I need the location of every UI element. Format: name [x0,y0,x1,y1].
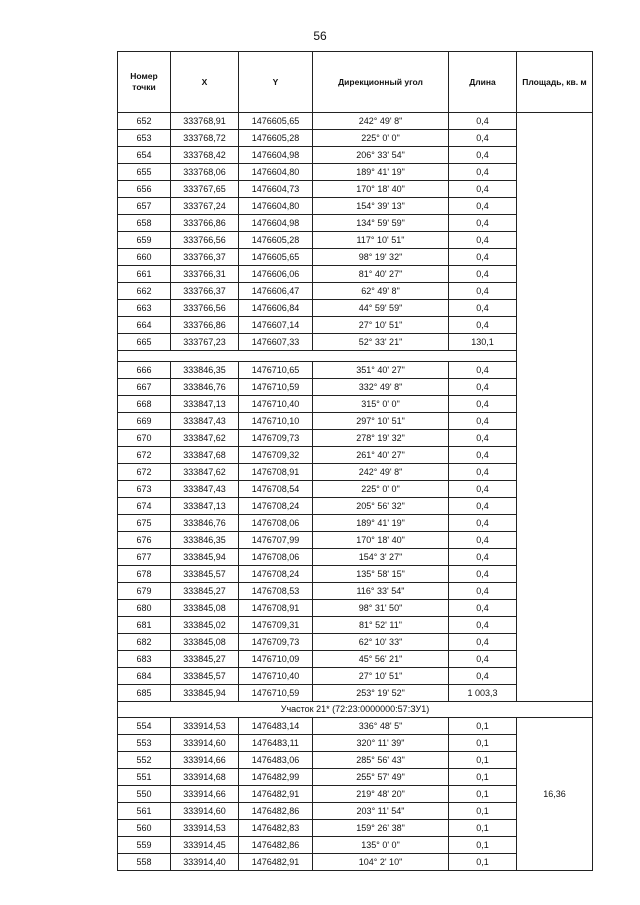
x-cell: 333914,60 [171,735,239,752]
bearing-cell: 351° 40' 27" [313,362,449,379]
x-cell: 333766,86 [171,317,239,334]
length-cell: 0,1 [449,718,517,735]
x-cell: 333766,37 [171,249,239,266]
y-cell: 1476709,31 [239,617,313,634]
y-cell: 1476482,91 [239,786,313,803]
point-number-cell: 657 [118,198,171,215]
bearing-cell: 242° 49' 8" [313,113,449,130]
y-cell: 1476482,86 [239,803,313,820]
length-cell: 0,4 [449,532,517,549]
y-cell: 1476709,73 [239,634,313,651]
length-cell: 0,4 [449,668,517,685]
length-cell: 0,4 [449,300,517,317]
point-number-cell: 683 [118,651,171,668]
point-number-cell: 660 [118,249,171,266]
x-cell: 333768,72 [171,130,239,147]
x-cell: 333914,66 [171,752,239,769]
length-cell: 0,1 [449,854,517,871]
length-cell: 0,4 [449,266,517,283]
length-cell: 0,4 [449,147,517,164]
y-cell: 1476482,99 [239,769,313,786]
bearing-cell: 135° 58' 15" [313,566,449,583]
y-cell: 1476710,40 [239,668,313,685]
bearing-cell: 225° 0' 0" [313,130,449,147]
point-number-cell: 679 [118,583,171,600]
length-cell: 0,4 [449,362,517,379]
bearing-cell: 134° 59' 59" [313,215,449,232]
y-cell: 1476605,65 [239,113,313,130]
bearing-cell: 44° 59' 59" [313,300,449,317]
length-cell: 0,1 [449,769,517,786]
bearing-cell: 27° 10' 51" [313,317,449,334]
x-cell: 333847,43 [171,481,239,498]
x-cell: 333914,60 [171,803,239,820]
bearing-cell: 81° 40' 27" [313,266,449,283]
bearing-cell: 297° 10' 51" [313,413,449,430]
bearing-cell: 159° 26' 38" [313,820,449,837]
header-length: Длина [449,52,517,113]
point-number-cell: 656 [118,181,171,198]
y-cell: 1476710,10 [239,413,313,430]
point-number-cell: 554 [118,718,171,735]
y-cell: 1476708,24 [239,566,313,583]
y-cell: 1476482,86 [239,837,313,854]
y-cell: 1476607,33 [239,334,313,351]
y-cell: 1476708,54 [239,481,313,498]
bearing-cell: 315° 0' 0" [313,396,449,413]
area-cell: 16,36 [517,718,593,871]
point-number-cell: 655 [118,164,171,181]
x-cell: 333846,35 [171,362,239,379]
y-cell: 1476482,91 [239,854,313,871]
length-cell: 0,4 [449,283,517,300]
x-cell: 333768,91 [171,113,239,130]
y-cell: 1476604,80 [239,198,313,215]
x-cell: 333845,02 [171,617,239,634]
x-cell: 333845,57 [171,566,239,583]
point-number-cell: 672 [118,464,171,481]
point-number-cell: 654 [118,147,171,164]
y-cell: 1476604,73 [239,181,313,198]
bearing-cell: 285° 56' 43" [313,752,449,769]
y-cell: 1476605,28 [239,130,313,147]
point-number-cell: 666 [118,362,171,379]
y-cell: 1476607,14 [239,317,313,334]
y-cell: 1476708,91 [239,464,313,481]
point-number-cell: 559 [118,837,171,854]
x-cell: 333914,40 [171,854,239,871]
y-cell: 1476708,91 [239,600,313,617]
x-cell: 333847,62 [171,464,239,481]
point-number-cell: 550 [118,786,171,803]
bearing-cell: 116° 33' 54" [313,583,449,600]
y-cell: 1476482,83 [239,820,313,837]
bearing-cell: 205° 56' 32" [313,498,449,515]
bearing-cell: 45° 56' 21" [313,651,449,668]
x-cell: 333766,37 [171,283,239,300]
bearing-cell: 332° 49' 8" [313,379,449,396]
y-cell: 1476483,14 [239,718,313,735]
x-cell: 333767,65 [171,181,239,198]
length-cell: 0,1 [449,803,517,820]
table-row [118,113,593,130]
header-point-number: Номер точки [118,52,171,113]
x-cell: 333845,27 [171,651,239,668]
length-cell: 130,1 [449,334,517,351]
point-number-cell: 677 [118,549,171,566]
length-cell: 0,4 [449,130,517,147]
point-number-cell: 682 [118,634,171,651]
length-cell: 0,4 [449,447,517,464]
x-cell: 333845,08 [171,634,239,651]
y-cell: 1476604,98 [239,215,313,232]
x-cell: 333766,56 [171,232,239,249]
x-cell: 333846,76 [171,515,239,532]
length-cell: 0,4 [449,600,517,617]
length-cell: 0,4 [449,164,517,181]
x-cell: 333846,35 [171,532,239,549]
length-cell: 0,4 [449,583,517,600]
x-cell: 333768,06 [171,164,239,181]
x-cell: 333914,53 [171,820,239,837]
point-number-cell: 673 [118,481,171,498]
x-cell: 333845,27 [171,583,239,600]
bearing-cell: 203° 11' 54" [313,803,449,820]
point-number-cell: 652 [118,113,171,130]
point-number-cell: 663 [118,300,171,317]
section-label: Участок 21* (72:23:0000000:57:ЗУ1) [118,702,593,718]
bearing-cell: 104° 2' 10" [313,854,449,871]
x-cell: 333847,62 [171,430,239,447]
bearing-cell: 242° 49' 8" [313,464,449,481]
length-cell: 0,4 [449,317,517,334]
y-cell: 1476707,99 [239,532,313,549]
point-number-cell: 665 [118,334,171,351]
bearing-cell: 135° 0' 0" [313,837,449,854]
header-y: Y [239,52,313,113]
length-cell: 0,4 [449,113,517,130]
point-number-cell: 685 [118,685,171,702]
point-number-cell: 675 [118,515,171,532]
bearing-cell: 189° 41' 19" [313,515,449,532]
length-cell: 0,1 [449,837,517,854]
length-cell: 0,4 [449,413,517,430]
bearing-cell: 278° 19' 32" [313,430,449,447]
length-cell: 0,4 [449,430,517,447]
point-number-cell: 552 [118,752,171,769]
length-cell: 0,1 [449,752,517,769]
point-number-cell: 680 [118,600,171,617]
bearing-cell: 320° 11' 39" [313,735,449,752]
y-cell: 1476606,84 [239,300,313,317]
x-cell: 333914,68 [171,769,239,786]
length-cell: 0,4 [449,232,517,249]
bearing-cell: 261° 40' 27" [313,447,449,464]
length-cell: 0,4 [449,566,517,583]
length-cell: 0,4 [449,215,517,232]
x-cell: 333767,24 [171,198,239,215]
bearing-cell: 98° 19' 32" [313,249,449,266]
bearing-cell: 170° 18' 40" [313,181,449,198]
table-row [118,718,593,735]
x-cell: 333845,57 [171,668,239,685]
length-cell: 0,4 [449,464,517,481]
x-cell: 333845,08 [171,600,239,617]
bearing-cell: 170° 18' 40" [313,532,449,549]
x-cell: 333914,45 [171,837,239,854]
x-cell: 333768,42 [171,147,239,164]
point-number-cell: 672 [118,447,171,464]
length-cell: 0,4 [449,379,517,396]
y-cell: 1476708,53 [239,583,313,600]
y-cell: 1476710,59 [239,379,313,396]
x-cell: 333766,31 [171,266,239,283]
y-cell: 1476483,11 [239,735,313,752]
x-cell: 333845,94 [171,685,239,702]
y-cell: 1476604,98 [239,147,313,164]
header-row [118,52,593,113]
length-cell: 0,4 [449,396,517,413]
bearing-cell: 27° 10' 51" [313,668,449,685]
bearing-cell: 62° 49' 8" [313,283,449,300]
y-cell: 1476710,09 [239,651,313,668]
bearing-cell: 336° 48' 5" [313,718,449,735]
length-cell: 1 003,3 [449,685,517,702]
point-number-cell: 661 [118,266,171,283]
bearing-cell: 154° 39' 13" [313,198,449,215]
y-cell: 1476606,06 [239,266,313,283]
x-cell: 333767,23 [171,334,239,351]
y-cell: 1476709,73 [239,430,313,447]
length-cell: 0,4 [449,634,517,651]
point-number-cell: 676 [118,532,171,549]
spacer-cell [118,351,517,362]
point-number-cell: 561 [118,803,171,820]
bearing-cell: 98° 31' 50" [313,600,449,617]
section-row [118,702,593,718]
bearing-cell: 189° 41' 19" [313,164,449,181]
y-cell: 1476709,32 [239,447,313,464]
area-cell [517,113,593,702]
y-cell: 1476710,59 [239,685,313,702]
y-cell: 1476710,40 [239,396,313,413]
y-cell: 1476708,06 [239,549,313,566]
x-cell: 333766,56 [171,300,239,317]
point-number-cell: 668 [118,396,171,413]
point-number-cell: 662 [118,283,171,300]
bearing-cell: 81° 52' 11" [313,617,449,634]
length-cell: 0,4 [449,617,517,634]
x-cell: 333914,53 [171,718,239,735]
header-bearing: Дирекционный угол [313,52,449,113]
point-number-cell: 684 [118,668,171,685]
y-cell: 1476605,28 [239,232,313,249]
point-number-cell: 659 [118,232,171,249]
length-cell: 0,1 [449,820,517,837]
x-cell: 333846,76 [171,379,239,396]
bearing-cell: 154° 3' 27" [313,549,449,566]
bearing-cell: 52° 33' 21" [313,334,449,351]
y-cell: 1476708,06 [239,515,313,532]
y-cell: 1476605,65 [239,249,313,266]
point-number-cell: 678 [118,566,171,583]
length-cell: 0,4 [449,549,517,566]
point-number-cell: 667 [118,379,171,396]
x-cell: 333914,66 [171,786,239,803]
coordinates-table [117,51,593,871]
table-body [118,113,593,871]
point-number-cell: 669 [118,413,171,430]
point-number-cell: 681 [118,617,171,634]
length-cell: 0,4 [449,498,517,515]
bearing-cell: 255° 57' 49" [313,769,449,786]
y-cell: 1476606,47 [239,283,313,300]
bearing-cell: 117° 10' 51" [313,232,449,249]
point-number-cell: 553 [118,735,171,752]
point-number-cell: 560 [118,820,171,837]
point-number-cell: 664 [118,317,171,334]
x-cell: 333847,43 [171,413,239,430]
bearing-cell: 219° 48' 20" [313,786,449,803]
point-number-cell: 558 [118,854,171,871]
bearing-cell: 62° 10' 33" [313,634,449,651]
point-number-cell: 551 [118,769,171,786]
point-number-cell: 658 [118,215,171,232]
x-cell: 333847,13 [171,396,239,413]
point-number-cell: 674 [118,498,171,515]
bearing-cell: 253° 19' 52" [313,685,449,702]
length-cell: 0,4 [449,481,517,498]
length-cell: 0,4 [449,198,517,215]
length-cell: 0,4 [449,651,517,668]
length-cell: 0,4 [449,249,517,266]
y-cell: 1476604,80 [239,164,313,181]
point-number-cell: 653 [118,130,171,147]
bearing-cell: 225° 0' 0" [313,481,449,498]
y-cell: 1476708,24 [239,498,313,515]
y-cell: 1476710,65 [239,362,313,379]
length-cell: 0,4 [449,515,517,532]
bearing-cell: 206° 33' 54" [313,147,449,164]
point-number-cell: 670 [118,430,171,447]
x-cell: 333847,13 [171,498,239,515]
length-cell: 0,4 [449,181,517,198]
length-cell: 0,1 [449,786,517,803]
header-x: X [171,52,239,113]
x-cell: 333847,68 [171,447,239,464]
x-cell: 333766,86 [171,215,239,232]
length-cell: 0,1 [449,735,517,752]
y-cell: 1476483,06 [239,752,313,769]
page-number: 56 [313,29,327,43]
x-cell: 333845,94 [171,549,239,566]
header-area: Площадь, кв. м [517,52,593,113]
